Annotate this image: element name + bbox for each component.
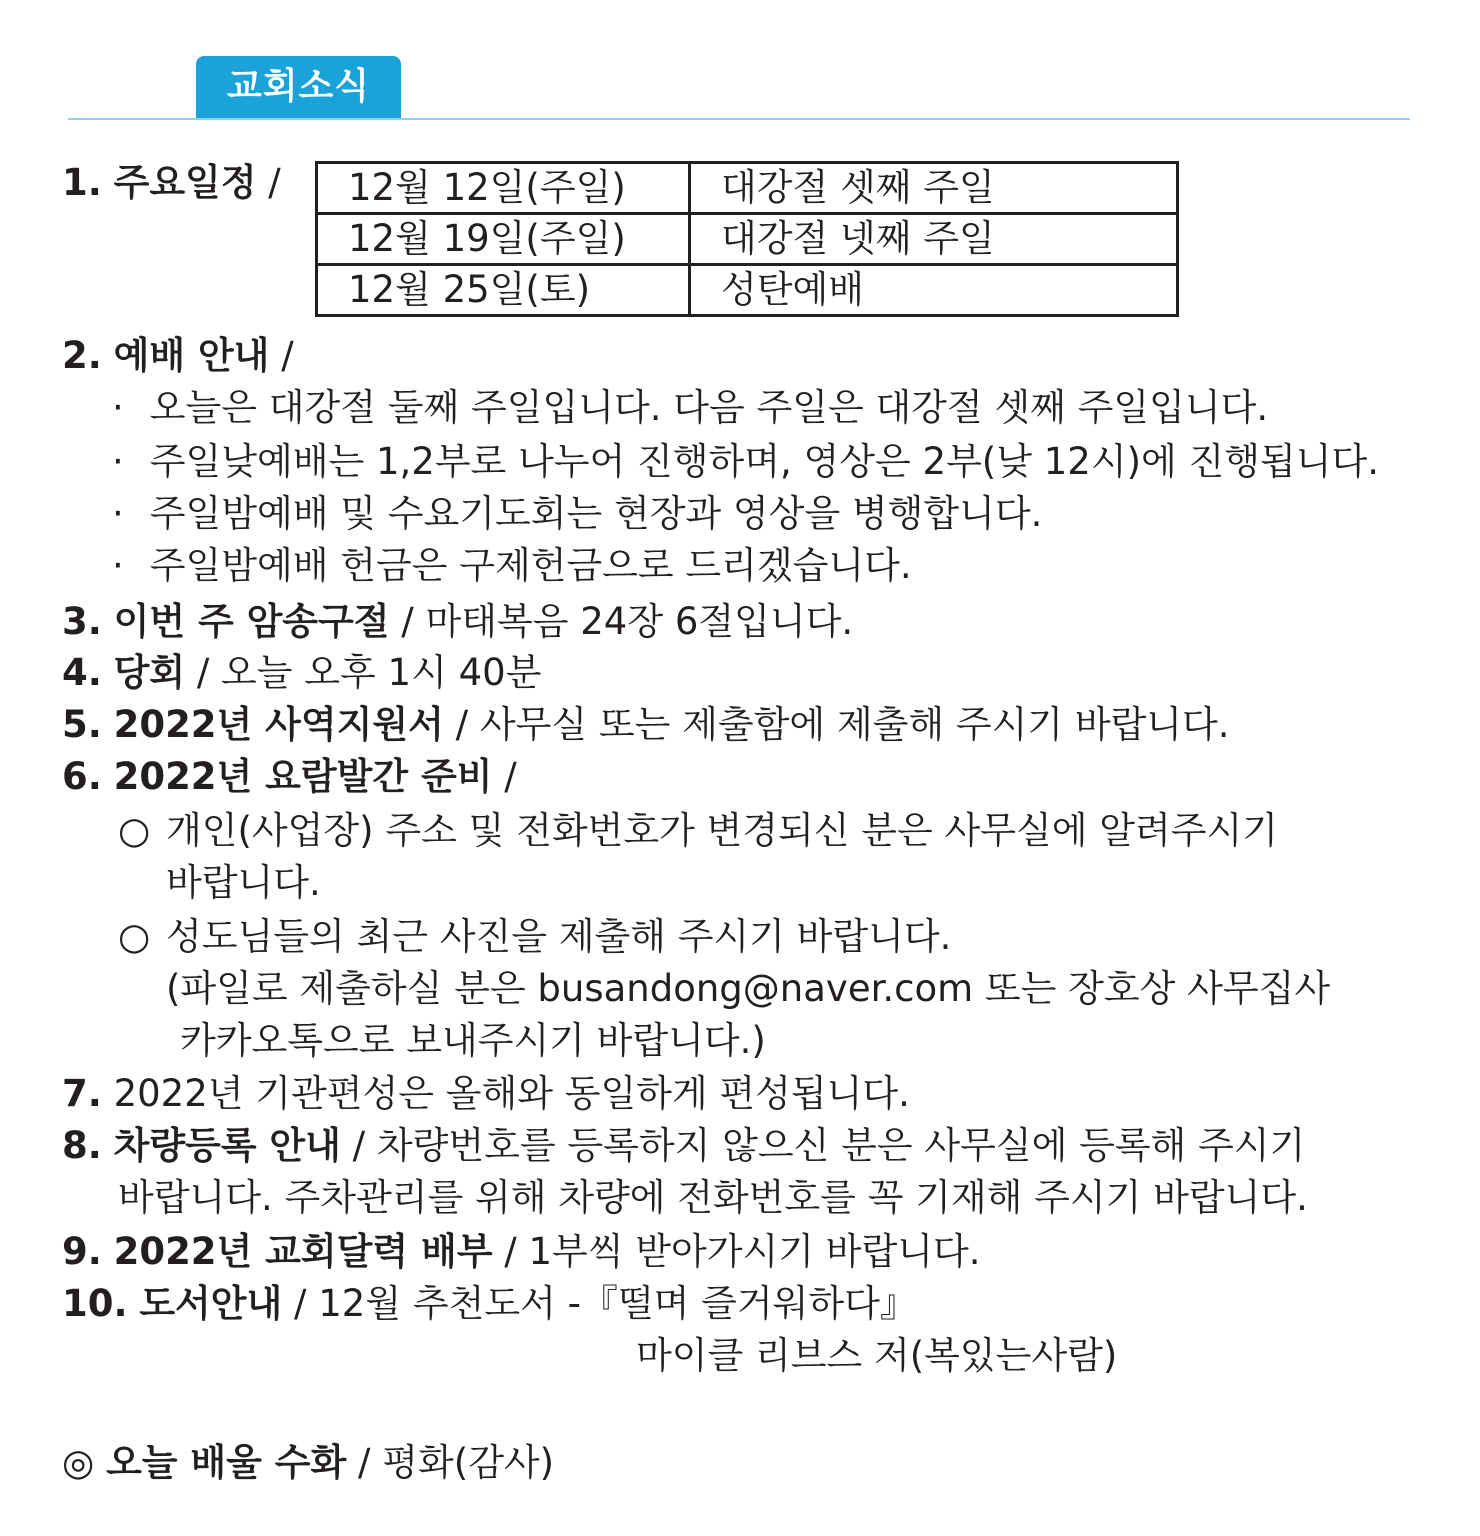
item-text: / 1부씩 받아가시기 바랍니다.: [492, 1230, 981, 1273]
item-title: 2022년 요람발간 준비: [113, 755, 493, 798]
item-title: 이번 주 암송구절: [113, 600, 390, 643]
item-10: [62, 1278, 917, 1330]
item-number: 8.: [62, 1124, 102, 1167]
header-divider: [68, 118, 1410, 120]
item-7: [62, 1068, 910, 1120]
item-title: 차량등록 안내: [113, 1124, 341, 1167]
bullet-dot: ·: [112, 386, 124, 429]
table-row: [317, 265, 1178, 316]
item-6-heading: [62, 751, 517, 803]
schedule-event: 성탄예배: [690, 265, 1178, 316]
item-2-heading: [62, 330, 294, 382]
list-item-continuation: [180, 1015, 766, 1067]
item-text: / 마태복음 24장 6절입니다.: [389, 600, 854, 643]
item-title: 당회: [113, 651, 186, 694]
item-number: 7.: [62, 1072, 102, 1115]
bullet-dot: ·: [112, 440, 124, 483]
schedule-date: 12월 12일(주일): [317, 163, 690, 214]
list-item-text: 주일밤예배 헌금은 구제헌금으로 드리겠습니다.: [138, 544, 912, 587]
item-number: 3.: [62, 600, 102, 643]
sign-language-hymn: [62, 1437, 554, 1489]
item-number: 4.: [62, 651, 102, 694]
section-tab-church-news: 교회소식: [196, 56, 401, 118]
item-4: [62, 647, 541, 699]
item-text: / 12월 추천도서 -『떨며 즐거워하다』: [282, 1282, 917, 1325]
item-8: [62, 1120, 1305, 1172]
list-item-text: (파일로 제출하실 분은 busandong@naver.com 또는 장호상 사무집사: [166, 967, 1331, 1010]
item-number: 9.: [62, 1230, 102, 1273]
item-text: 바랍니다. 주차관리를 위해 차량에 전화번호를 꼭 기재해 주시기 바랍니다.: [118, 1176, 1308, 1219]
item-separator: /: [256, 161, 281, 204]
list-item-continuation: [166, 963, 1330, 1015]
item-text: / 차량번호를 등록하지 않으신 분은 사무실에 등록해 주시기: [340, 1124, 1306, 1167]
list-item: [118, 911, 951, 963]
list-item: [112, 488, 1042, 540]
item-title: 예배 안내: [113, 334, 270, 377]
circle-bullet-icon: ○: [118, 915, 151, 958]
item-title: 2022년 교회달력 배부: [113, 1230, 493, 1273]
item-title: 주요일정: [113, 161, 257, 204]
schedule-date: 12월 25일(토): [317, 265, 690, 316]
item-title: 오늘 배울 수화: [106, 1441, 347, 1484]
list-item-text: 바랍니다.: [166, 861, 321, 904]
list-item: [112, 540, 912, 592]
list-item-text: 개인(사업장) 주소 및 전화번호가 변경되신 분은 사무실에 알려주시기: [166, 809, 1278, 852]
item-5: [62, 699, 1230, 751]
item-text: 2022년 기관편성은 올해와 동일하게 편성됩니다.: [101, 1072, 910, 1115]
item-1-heading: [62, 157, 281, 209]
item-separator: /: [492, 755, 517, 798]
item-8-continuation: [118, 1172, 1308, 1224]
item-number: 10.: [62, 1282, 128, 1325]
item-9: [62, 1226, 981, 1278]
book-author: 마이클 리브스 저(복있는사람): [636, 1334, 1118, 1377]
list-item-text: 카카오톡으로 보내주시기 바랍니다.): [180, 1019, 766, 1062]
item-number: 5.: [62, 703, 102, 746]
schedule-event: 대강절 넷째 주일: [690, 214, 1178, 265]
item-number: 2.: [62, 334, 102, 377]
list-item-text: 성도님들의 최근 사진을 제출해 주시기 바랍니다.: [166, 915, 952, 958]
list-item-text: 주일낮예배는 1,2부로 나누어 진행하며, 영상은 2부(낮 12시)에 진행됩니다.: [138, 440, 1379, 483]
item-number: 6.: [62, 755, 102, 798]
table-row: [317, 163, 1178, 214]
list-item: [112, 436, 1379, 488]
list-item: [118, 805, 1278, 857]
item-number: 1.: [62, 161, 102, 204]
item-separator: /: [269, 334, 294, 377]
table-row: [317, 214, 1178, 265]
item-title: 도서안내: [139, 1282, 283, 1325]
double-circle-icon: ◎: [62, 1441, 95, 1484]
list-item-continuation: [166, 857, 321, 909]
item-text: / 사무실 또는 제출함에 제출해 주시기 바랍니다.: [443, 703, 1230, 746]
schedule-event: 대강절 셋째 주일: [690, 163, 1178, 214]
list-item-text: 오늘은 대강절 둘째 주일입니다. 다음 주일은 대강절 셋째 주일입니다.: [138, 386, 1269, 429]
item-text: / 오늘 오후 1시 40분: [185, 651, 542, 694]
list-item: [112, 382, 1268, 434]
item-title: 2022년 사역지원서: [113, 703, 444, 746]
bullet-dot: ·: [112, 492, 124, 535]
bullet-dot: ·: [112, 544, 124, 587]
item-3: [62, 596, 853, 648]
item-10-continuation: [636, 1330, 1117, 1382]
schedule-date: 12월 19일(주일): [317, 214, 690, 265]
list-item-text: 주일밤예배 및 수요기도회는 현장과 영상을 병행합니다.: [138, 492, 1043, 535]
circle-bullet-icon: ○: [118, 809, 151, 852]
schedule-table: [315, 161, 1179, 317]
item-text: / 평화(감사): [346, 1441, 555, 1484]
